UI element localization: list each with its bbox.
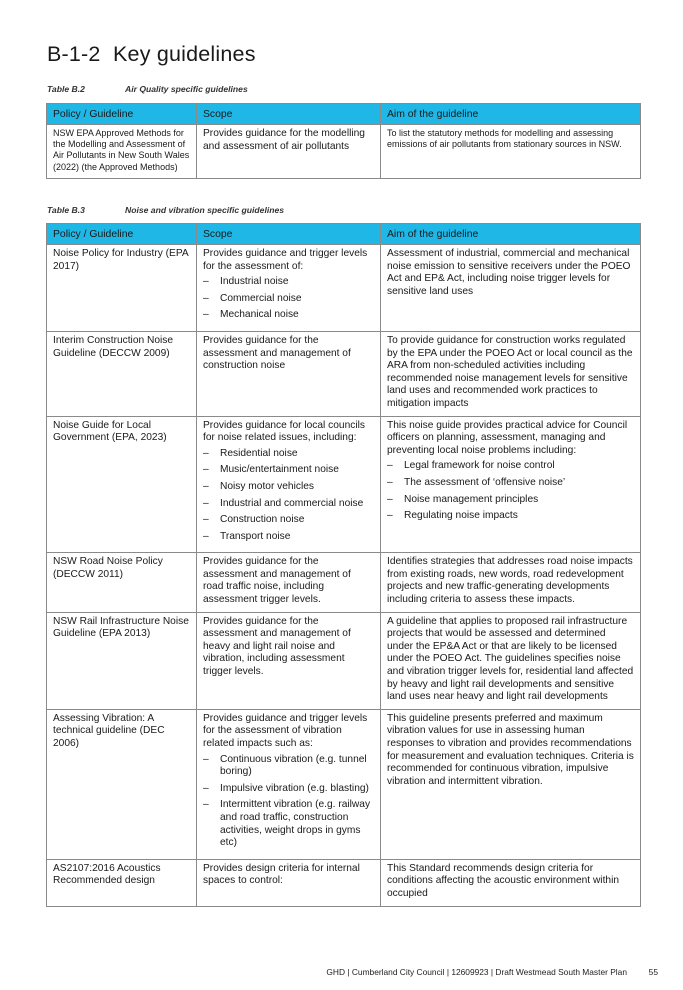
policy-cell: AS2107:2016 Acoustics Recommended design [47,859,197,906]
policy-cell: Noise Guide for Local Government (EPA, 2023) [47,416,197,553]
table-row [47,416,641,553]
policy-cell: NSW EPA Approved Methods for the Modelling and Assessment of Air Pollutants in New South Wales (2022) (the Approved Methods) [47,125,197,179]
aim-cell-text: Identifies strategies that addresses road noise impacts from existing roads, new words, road redevelopment projects and new traffic-generating developments including criteria to assess these impacts. [387,556,633,606]
list-item: – Music/entertainment noise [203,464,374,477]
table-row [47,612,641,709]
scope-cell-text: Provides guidance for the assessment and management of road traffic noise, including assessment trigger levels. [203,556,351,606]
table-row [47,125,641,179]
list-item: – Intermittent vibration (e.g. railway and road traffic, construction activities, weight drops in gyms etc) [203,799,374,849]
noise-vibration-guidelines-table [46,223,641,907]
table-row [47,245,641,332]
aim-cell [381,553,641,612]
scope-cell: Provides guidance for the modelling and assessment of air pollutants [197,125,381,179]
list-item: – The assessment of ‘offensive noise’ [387,477,634,490]
policy-cell: NSW Rail Infrastructure Noise Guideline (EPA 2013) [47,612,197,709]
table-row [47,553,641,612]
section-heading [47,42,256,67]
policy-cell: Noise Policy for Industry (EPA 2017) [47,245,197,332]
page-number: 55 [648,967,658,977]
section-number: B-1-2 [47,42,101,66]
scope-cell-list [203,754,374,850]
aim-cell-text: Assessment of industrial, commercial and mechanical noise emission to sensitive receivers under the POEO Act and EP& Act, including noise trigger levels for sensitive land uses [387,248,631,297]
list-item: – Regulating noise impacts [387,510,634,523]
table-row [47,709,641,859]
table-b2-number: Table B.2 [47,84,85,94]
table-b2-caption [47,84,248,94]
scope-cell [197,709,381,859]
list-item: – Continuous vibration (e.g. tunnel boring) [203,754,374,779]
aim-cell-text: This guideline presents preferred and maximum vibration values for use in assessing human responses to vibration and provides recommendations for measurement and evaluation techniques. Criteria is recommended for continuous vibration, impulsive vibration and intermittent vibration. [387,712,634,787]
aim-cell-text: To provide guidance for construction works regulated by the EPA under the POEO Act or local council as the ARA from non-scheduled activities including recommended noise management levels for sensitive land uses and recommended work practices to mitigation impacts [387,334,633,409]
table-row [47,859,641,906]
aim-cell-list [387,460,634,522]
aim-cell [381,612,641,709]
table-b2-title: Air Quality specific guidelines [125,84,248,94]
scope-cell [197,553,381,612]
scope-cell-text: Provides guidance and trigger levels for the assessment of vibration related impacts such as: [203,712,368,749]
list-item: – Noise management principles [387,494,634,507]
list-item: – Legal framework for noise control [387,460,634,473]
column-header-policy: Policy / Guideline [47,224,197,245]
column-header-policy: Policy / Guideline [47,104,197,125]
table-body [47,245,641,907]
list-item: – Industrial and commercial noise [203,498,374,511]
list-item: – Transport noise [203,531,374,544]
air-quality-guidelines-table [46,103,641,179]
table-header-row [47,104,641,125]
aim-cell: To list the statutory methods for modelling and assessing emissions of air pollutants from stationary sources in NSW. [381,125,641,179]
aim-cell [381,331,641,416]
scope-cell-text: Provides design criteria for internal spaces to control: [203,862,360,887]
table-b3-title: Noise and vibration specific guidelines [125,205,285,215]
policy-cell: Interim Construction Noise Guideline (DECCW 2009) [47,331,197,416]
column-header-aim: Aim of the guideline [381,224,641,245]
aim-cell-text: This noise guide provides practical advice for Council officers on planning, assessment, managing and preventing local noise problems including: [387,419,628,456]
scope-cell-text: Provides guidance for local councils for noise related issues, including: [203,419,365,444]
aim-cell [381,709,641,859]
scope-cell [197,416,381,553]
list-item: – Mechanical noise [203,309,374,322]
table-b3-caption [47,205,284,215]
section-title: Key guidelines [113,42,256,66]
column-header-aim: Aim of the guideline [381,104,641,125]
aim-cell [381,416,641,553]
list-item: – Construction noise [203,514,374,527]
list-item: – Commercial noise [203,293,374,306]
list-item: – Impulsive vibration (e.g. blasting) [203,783,374,796]
footer-text: GHD | Cumberland City Council | 12609923 | Draft Westmead South Master Plan [326,967,627,977]
aim-cell-text: A guideline that applies to proposed rail infrastructure projects that would be assessed and determined under the EP&A Act or that are likely to be licensed under the POEO Act. The guidelines specifies noise and vibration trigger levels for, residential land affected by heavy and light rail developments and sensitive land uses near heavy and light rail developments [387,615,634,703]
list-item: – Noisy motor vehicles [203,481,374,494]
policy-cell: NSW Road Noise Policy (DECCW 2011) [47,553,197,612]
scope-cell-text: Provides guidance for the assessment and management of heavy and light rail noise and vibration, including assessment trigger levels. [203,615,351,678]
list-item: – Industrial noise [203,276,374,289]
table-b3-number: Table B.3 [47,205,85,215]
aim-cell [381,859,641,906]
scope-cell [197,859,381,906]
scope-cell-text: Provides guidance for the assessment and management of construction noise [203,334,351,372]
table-header-row [47,224,641,245]
aim-cell-text: This Standard recommends design criteria for conditions affecting the acoustic environment within occupied [387,862,619,899]
scope-cell-list [203,276,374,322]
aim-cell [381,245,641,332]
scope-cell [197,331,381,416]
scope-cell [197,245,381,332]
scope-cell [197,612,381,709]
table-row [47,331,641,416]
column-header-scope: Scope [197,224,381,245]
scope-cell-text: Provides guidance and trigger levels for the assessment of: [203,248,368,272]
list-item: – Residential noise [203,448,374,461]
column-header-scope: Scope [197,104,381,125]
policy-cell: Assessing Vibration: A technical guideline (DEC 2006) [47,709,197,859]
scope-cell-list [203,448,374,544]
